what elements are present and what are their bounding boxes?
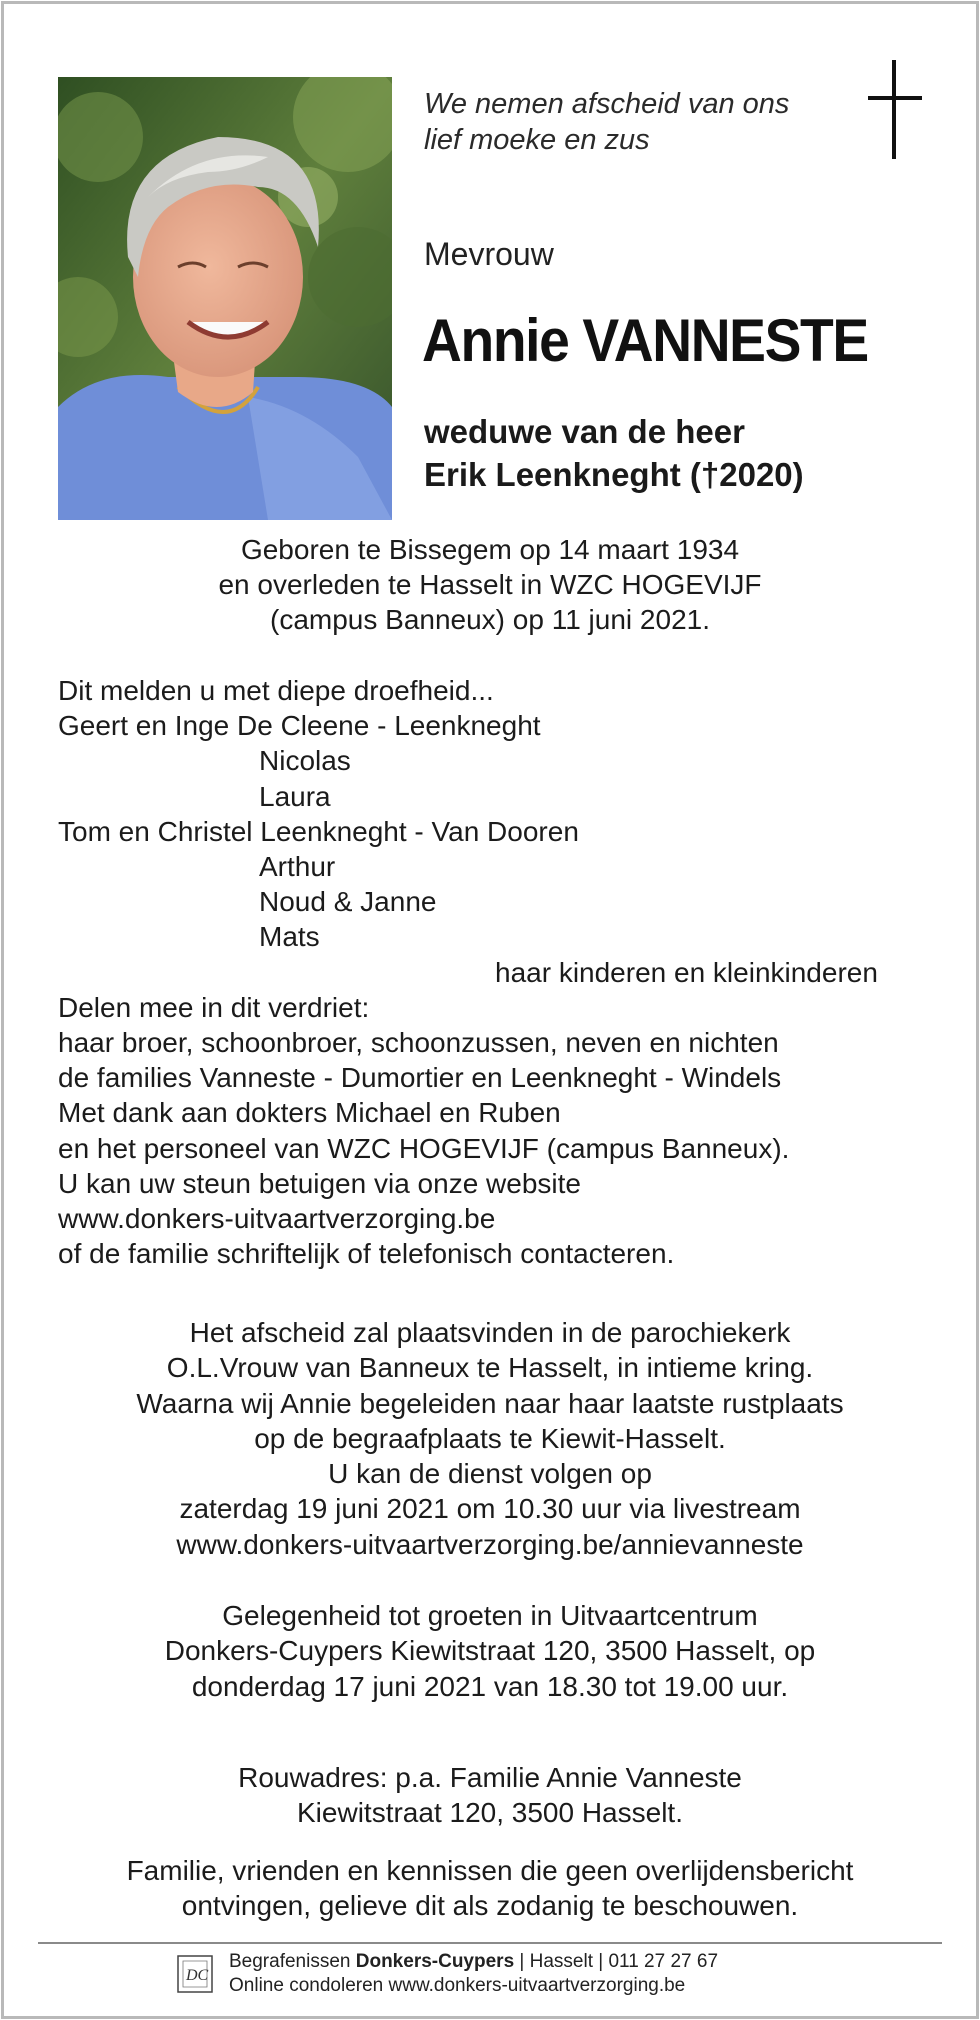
- footer-info: [229, 1950, 718, 1998]
- widow-of: [424, 410, 804, 496]
- visitation-line: donderdag 17 juni 2021 van 18.30 tot 19.00 uur.: [191, 1670, 789, 1702]
- widow-line: weduwe van de heer: [424, 413, 745, 450]
- family-couple: Geert en Inge De Cleene - Leenkneght: [58, 710, 541, 742]
- portrait-photo: [58, 77, 392, 520]
- family-couple: Tom en Christel Leenkneght - Van Dooren: [58, 815, 579, 847]
- footer-line-1: [229, 1950, 718, 1974]
- birth-death-info: [0, 532, 980, 637]
- death-line: (campus Banneux) op 11 juni 2021.: [270, 604, 710, 635]
- livestream-link: www.donkers-uitvaartverzorging.be/annievanneste: [176, 1528, 804, 1560]
- ceremony-line: op de begraafplaats te Kiewit-Hasselt.: [254, 1422, 726, 1454]
- grandchild: Mats: [259, 921, 320, 953]
- footer-divider: [38, 1942, 942, 1944]
- address-line: Rouwadres: p.a. Familie Annie Vanneste: [238, 1762, 742, 1793]
- footer-line-2: Online condoleren www.donkers-uitvaartverzorging.be: [229, 1975, 686, 1996]
- widow-line: Erik Leenkneght (†2020): [424, 456, 804, 493]
- family-line: haar broer, schoonbroer, schoonzussen, neven en nichten: [58, 1027, 779, 1059]
- funeral-home-logo-icon: [177, 1955, 213, 1993]
- ceremony-line: Waarna wij Annie begeleiden naar haar laatste rustplaats: [136, 1387, 844, 1419]
- family-line: of de familie schriftelijk of telefonisch contacteren.: [58, 1238, 675, 1270]
- closing-line: Familie, vrienden en kennissen die geen overlijdensbericht: [126, 1855, 854, 1886]
- visitation-info: [0, 1598, 980, 1704]
- svg-text:DC: DC: [186, 1967, 209, 1984]
- visitation-line: Gelegenheid tot groeten in Uitvaartcentrum: [222, 1600, 758, 1631]
- family-line: U kan uw steun betuigen via onze website: [58, 1167, 581, 1199]
- grandchild: Laura: [259, 780, 331, 812]
- grandchild: Noud & Janne: [259, 886, 437, 918]
- footer-prefix: Begrafenissen: [229, 1951, 356, 1972]
- birth-line: Geboren te Bissegem op 14 maart 1934: [240, 534, 740, 565]
- website-link: www.donkers-uitvaartverzorging.be: [58, 1203, 496, 1235]
- deceased-name: Annie VANNESTE: [422, 307, 868, 374]
- grandchild: Nicolas: [259, 745, 351, 777]
- salutation: Mevrouw: [424, 236, 554, 272]
- ceremony-line: U kan de dienst volgen op: [328, 1458, 652, 1490]
- ceremony-info: [0, 1315, 980, 1562]
- mourning-address: [0, 1760, 980, 1831]
- ceremony-line: zaterdag 19 juni 2021 om 10.30 uur via livestream: [179, 1493, 801, 1525]
- family-role: haar kinderen en kleinkinderen: [495, 956, 878, 988]
- family-line: Met dank aan dokters Michael en Ruben: [58, 1097, 561, 1129]
- visitation-line: Donkers-Cuypers Kiewitstraat 120, 3500 Hasselt, op: [164, 1635, 816, 1667]
- family-line: de families Vanneste - Dumortier en Leenkneght - Windels: [58, 1062, 782, 1094]
- family-intro: Dit melden u met diepe droefheid...: [58, 675, 494, 706]
- closing-note: [0, 1853, 980, 1924]
- intro-line: lief moeke en zus: [424, 124, 650, 156]
- company-name: Donkers-Cuypers: [355, 1951, 515, 1972]
- cross-icon: [860, 60, 930, 160]
- footer-contact: | Hasselt | 011 27 27 67: [514, 1951, 719, 1972]
- family-line: en het personeel van WZC HOGEVIJF (campus Banneux).: [58, 1132, 790, 1164]
- closing-line: ontvingen, gelieve dit als zodanig te beschouwen.: [181, 1890, 799, 1922]
- family-line: Delen mee in dit verdriet:: [58, 991, 370, 1023]
- ceremony-line: Het afscheid zal plaatsvinden in de parochiekerk: [189, 1317, 791, 1348]
- intro-text: [424, 86, 789, 158]
- death-line: en overleden te Hasselt in WZC HOGEVIJF: [218, 569, 762, 600]
- ceremony-line: O.L.Vrouw van Banneux te Hasselt, in intieme kring.: [166, 1352, 814, 1384]
- grandchild: Arthur: [259, 851, 336, 883]
- address-line: Kiewitstraat 120, 3500 Hasselt.: [297, 1797, 683, 1829]
- intro-line: We nemen afscheid van ons: [424, 88, 790, 120]
- family-announcement: [58, 673, 928, 1271]
